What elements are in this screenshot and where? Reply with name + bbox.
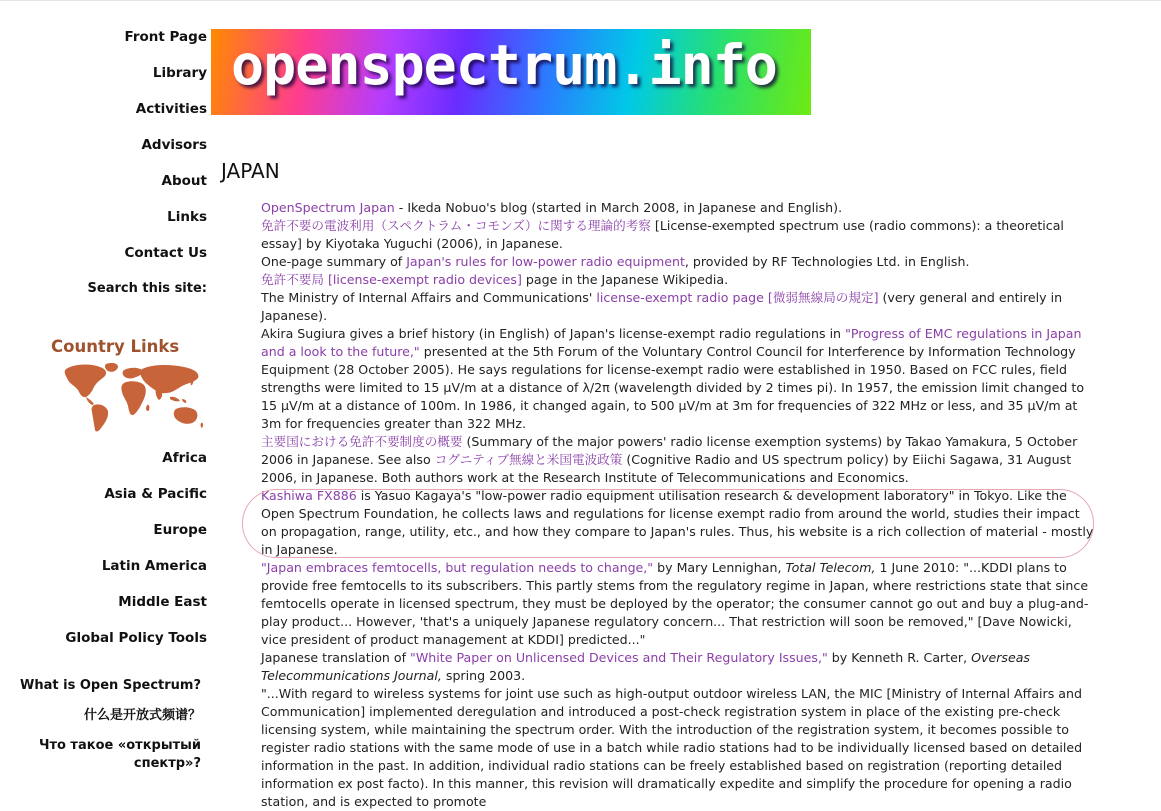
content-text: , provided by RF Technologies Ltd. in English. [684,254,970,269]
content-link[interactable]: "Japan embraces femtocells, but regulation needs to change," [261,560,654,575]
content-text: presented at the 5th Forum of the Voluntary Control Council for Interference by Information Technology Equipment (28 October 2005). He says regulations for license-exempt radio were established in 1950. Based on FCC rules, field strengths were limited to 15 μV/m at a distance of λ/2π (wavelength divided by 2 times pi). In 1957, the emission limit changed to 15 μV/m at a distance of 100m. In 1986, it changed again, to 500 μV/m at 3m for frequencies of 322 MHz or less, and 35 μV/m at 3m for frequencies greater than 322 MHz. [261,344,1085,431]
region-africa[interactable]: Africa [162,450,207,466]
content-text: Japanese translation of [261,650,411,665]
content-text: (Summary of the major powers' radio license exemption systems) by Takao Yamakura, 5 October 2006 in Japanese. See also [261,434,1078,467]
content-entry [261,649,1099,685]
content-text: (Cognitive Radio and US spectrum policy) by Eiichi Sagawa, 31 August 2006, in Japanese. Both authors work at the Research Institute of Telecommunications and Economics. [261,452,1072,485]
content-text: by Mary Lennighan, [653,560,786,575]
nav-about[interactable]: About [161,173,207,189]
content-entry [261,685,1099,811]
content-entry [261,253,1099,271]
content-text: page in the Japanese Wikipedia. [521,272,729,287]
content-link[interactable]: Japan's rules for low-power radio equipment [406,254,685,269]
region-latin-america[interactable]: Latin America [101,558,207,574]
nav-library[interactable]: Library [152,65,207,81]
nav-front-page[interactable]: Front Page [124,29,207,45]
content-text: spring 2003. [441,668,526,683]
content-text: Akira Sugiura gives a brief history (in English) of Japan's license-exempt radio regulations in [261,326,846,341]
content-entry [261,271,1099,289]
search-label: Search this site: [87,281,207,296]
content-link[interactable]: OpenSpectrum Japan [261,200,395,215]
content-text: [License-exempted spectrum use (radio commons): a theoretical essay] by Kiyotaka Yuguchi (2006), in Japanese. [261,218,1064,251]
what-is-open-spectrum-zh[interactable]: 什么是开放式频谱？ [83,708,201,723]
nav-advisors[interactable]: Advisors [141,137,207,153]
content-entry [261,217,1099,253]
content-link[interactable]: コグニティブ無線と米国電波政策 [434,452,623,467]
content-entry [261,199,1099,217]
content-text: (very general and entirely in Japanese). [261,290,1063,323]
content-entry [261,433,1099,487]
nav-contact-us[interactable]: Contact Us [124,245,207,261]
what-is-open-spectrum-en[interactable]: What is Open Spectrum? [20,678,201,693]
nav-activities[interactable]: Activities [135,101,207,117]
content-link[interactable]: license-exempt radio page [微弱無線局の規定] [596,290,879,305]
publication-title: Overseas Telecommunications Journal, [261,650,1030,683]
content-link[interactable]: 主要国における免許不要制度の概要 [261,434,463,449]
content-entry [261,487,1099,559]
content-link[interactable]: Kashiwa FX886 [261,488,357,503]
content-entry [261,325,1099,433]
page-title: JAPAN [221,159,280,183]
region-asia-pacific[interactable]: Asia & Pacific [104,486,207,502]
content-text: - Ikeda Nobuo's blog (started in March 2008, in Japanese and English). [394,200,843,215]
content-text: by Kenneth R. Carter, [827,650,972,665]
content-text: 1 June 2010: "...KDDI plans to provide free femtocells to its subscribers. This partly stems from the regulatory regime in Japan, where restrictions state that since femtocells operate in licensed spectrum, they must be deployed by the operator; the consumer cannot go out and buy a plug-and-play product... However, 'that's a uniquely Japanese regulatory concern... That restriction will soon be removed," [Dave Nowicki, vice president of product management at KDDI] predicted..." [261,560,1089,647]
nav-links[interactable]: Links [167,209,207,225]
content-text: is Yasuo Kagaya's "low-power radio equipment utilisation research & development laboratory" in Tokyo. Like the Open Spectrum Foundation, he collects laws and regulations for license exempt radio from around the world, studies their impact on propagation, range, utility, etc., and how they compare to Japan's rules. Thus, his website is a rich collection of material - mostly in Japanese. [261,488,1094,557]
world-map-icon[interactable] [60,361,208,435]
region-middle-east[interactable]: Middle East [118,594,207,610]
content-link[interactable]: "White Paper on Unlicensed Devices and Their Regulatory Issues," [410,650,828,665]
content-entry [261,559,1099,649]
content-text: One-page summary of [261,254,407,269]
content-text: The Ministry of Internal Affairs and Communications' [261,290,597,305]
content-entry [261,289,1099,325]
site-banner-logo[interactable] [211,29,811,115]
content-text: "...With regard to wireless systems for joint use such as high-output outdoor wireless LAN, the MIC [Ministry of Internal Affairs and Communication] implemented deregulation and introduced a post-check registration system in place of the existing pre-check licensing system, while maintaining the spectrum order. With the introduction of the registration system, it becomes possible to register radio stations with the same mode of use in a batch while radio stations had to be individually licensed based on detailed information in the past. In addition, individual radio stations can be freely established based on registration (reporting detailed information ex post facto). In this manner, this revision will dramatically expedite and simplify the procedure for opening a radio station, and is expected to promote [261,686,1083,809]
country-links-heading: Country Links [51,337,180,356]
content-link[interactable]: 免許不要局 [license-exempt radio devices] [261,272,522,287]
publication-title: Total Telecom, [785,560,876,575]
global-policy-tools[interactable]: Global Policy Tools [65,630,207,646]
banner-logo-text: openspectrum.info [231,33,777,97]
content-link[interactable]: 免許不要の電波利用（スペクトラム・コモンズ）に関する理論的考察 [261,218,651,233]
main-content [261,199,1099,811]
what-is-open-spectrum-ru[interactable]: Что такое «открытый спектр»? [38,738,201,771]
content-link[interactable]: "Progress of EMC regulations in Japan and a look to the future," [261,326,1082,359]
region-europe[interactable]: Europe [153,522,207,538]
